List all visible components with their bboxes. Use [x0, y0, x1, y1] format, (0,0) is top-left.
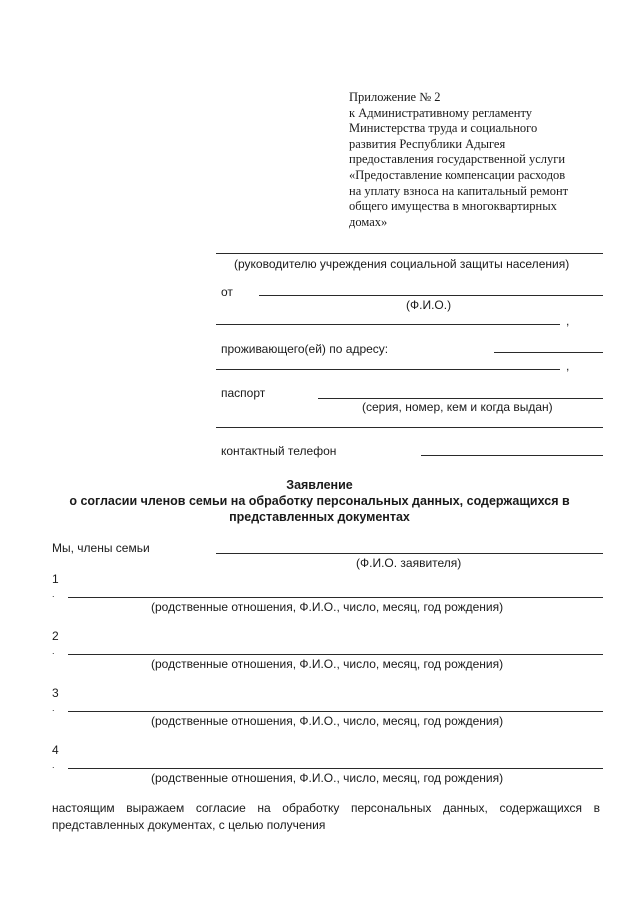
passport-line[interactable] [318, 398, 603, 399]
member-caption: (родственные отношения, Ф.И.О., число, месяц, год рождения) [151, 657, 504, 671]
comma: , [566, 359, 570, 373]
family-label: Мы, члены семьи [52, 541, 150, 555]
member-line[interactable] [68, 768, 603, 769]
title-line: представленных документах [229, 510, 410, 524]
member-number: 1 [52, 572, 59, 586]
member-caption: (родственные отношения, Ф.И.О., число, месяц, год рождения) [151, 600, 504, 614]
appendix-line: на уплату взноса на капитальный ремонт [349, 183, 569, 198]
head-name-line[interactable] [216, 253, 603, 254]
appendix-line: Министерства труда и социального [349, 121, 538, 136]
appendix-line: домах» [349, 214, 388, 229]
member-caption: (родственные отношения, Ф.И.О., число, месяц, год рождения) [151, 714, 504, 728]
appendix-line: развития Республики Адыгея [349, 136, 506, 151]
consent-line: представленных документах, с целью получения [52, 818, 326, 832]
fio-continuation-line[interactable] [216, 324, 560, 325]
title-line: Заявление [286, 478, 353, 492]
member-number: 2 [52, 629, 59, 643]
passport-caption: (серия, номер, кем и когда выдан) [362, 400, 553, 414]
member-dot: . [52, 760, 55, 770]
member-dot: . [52, 703, 55, 713]
address-line[interactable] [494, 352, 603, 353]
member-line[interactable] [68, 654, 603, 655]
document-title [0, 477, 639, 525]
from-fio-line[interactable] [259, 295, 603, 296]
consent-paragraph [52, 800, 600, 834]
phone-line[interactable] [421, 455, 603, 456]
member-line[interactable] [68, 597, 603, 598]
passport-continuation-line[interactable] [216, 427, 603, 428]
appendix-line: к Административному регламенту [349, 105, 533, 120]
consent-line: настоящим выражаем согласие на обработку персональных данных, содержащихся в [52, 801, 600, 815]
appendix-line: общего имущества в многоквартирных [349, 199, 557, 214]
member-dot: . [52, 646, 55, 656]
title-line: о согласии членов семьи на обработку персональных данных, содержащихся в [69, 494, 570, 508]
address-continuation-line[interactable] [216, 369, 560, 370]
from-label: от [221, 285, 233, 299]
appendix-line: Приложение № 2 [349, 90, 441, 104]
member-caption: (родственные отношения, Ф.И.О., число, месяц, год рождения) [151, 771, 504, 785]
fio-caption: (Ф.И.О.) [406, 298, 452, 312]
appendix-line: предоставления государственной услуги [349, 152, 566, 167]
applicant-fio-line[interactable] [216, 553, 603, 554]
passport-label: паспорт [221, 386, 266, 400]
address-label: проживающего(ей) по адресу: [221, 342, 389, 356]
head-caption: (руководителю учреждения социальной защиты населения) [234, 257, 570, 271]
member-number: 3 [52, 686, 59, 700]
phone-label: контактный телефон [221, 444, 337, 458]
member-line[interactable] [68, 711, 603, 712]
comma: , [566, 314, 570, 328]
member-dot: . [52, 589, 55, 599]
appendix-line: «Предоставление компенсации расходов [349, 167, 566, 182]
applicant-caption: (Ф.И.О. заявителя) [356, 556, 462, 570]
appendix-block [349, 90, 589, 230]
member-number: 4 [52, 743, 59, 757]
